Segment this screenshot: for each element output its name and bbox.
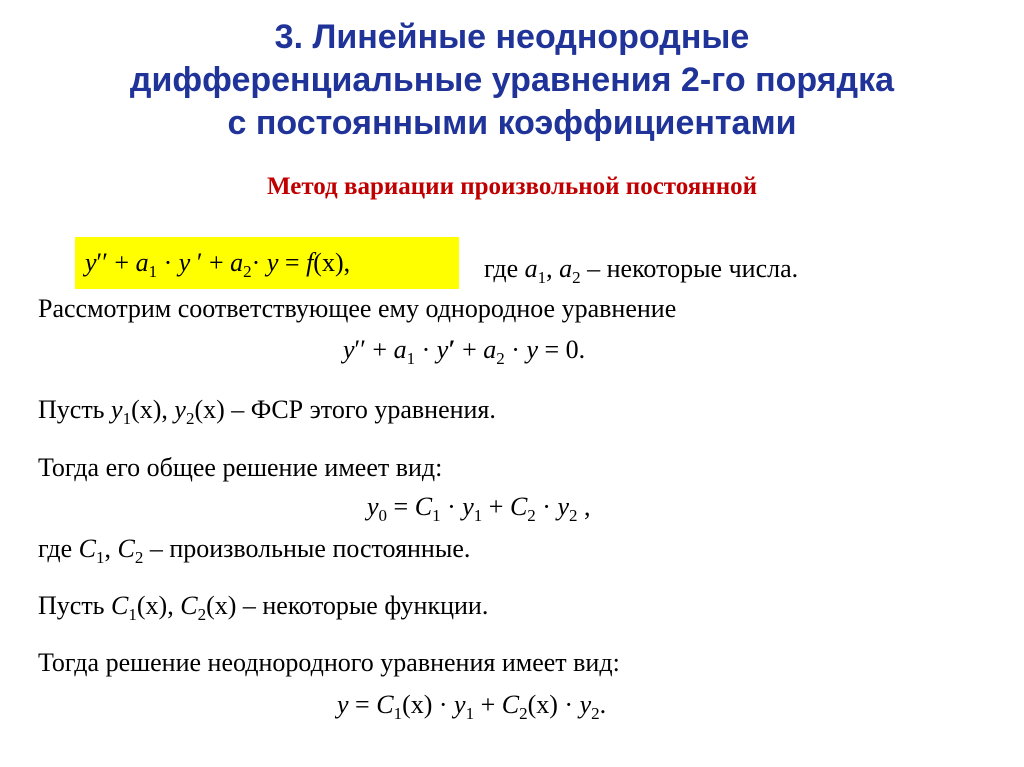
homogeneous-intro: Рассмотрим соответствующее ему однородное уравнение xyxy=(38,294,677,323)
title-line-2: дифференциальные уравнения 2-го порядка xyxy=(129,61,895,99)
nonhomogeneous-solution-intro: Тогда решение неоднородного уравнения имеет вид: xyxy=(38,648,620,677)
slide-title xyxy=(0,16,1024,145)
fsr-line: Пусть $y_1(x)$, $y_2(x)$ – ФСР этого уравнения. xyxy=(38,395,496,428)
main-equation: $y'' + a_1 \cdot y$ ′ + $a_2\cdot y = f(x)$, xyxy=(85,248,351,281)
nonhomogeneous-solution-equation: $y = C_1(x) \cdot y_1 + C_2(x) \cdot y_2$. xyxy=(337,690,607,723)
homogeneous-equation: $y'' + a_1 \cdot y' + a_2 \cdot y = 0$. xyxy=(343,335,586,368)
title-line-1: 3. Линейные неоднородные xyxy=(274,18,750,56)
method-subtitle: Метод вариации произвольной постоянной xyxy=(266,173,758,200)
title-line-3: с постоянными коэффициентами xyxy=(227,104,797,142)
general-solution-intro: Тогда его общее решение имеет вид: xyxy=(38,453,443,482)
functions-line: Пусть $C_1(x)$, $C_2(x)$ – некоторые функции. xyxy=(38,591,489,624)
coefficients-note: где $a_1$, $a_2$ – некоторые числа. xyxy=(484,254,799,287)
constants-line: где $C_1$, $C_2$ – произвольные постоянные. xyxy=(38,534,471,567)
general-solution-equation: $y_0 = C_1 \cdot y_1 + C_2 \cdot y_2$ , xyxy=(367,492,591,525)
